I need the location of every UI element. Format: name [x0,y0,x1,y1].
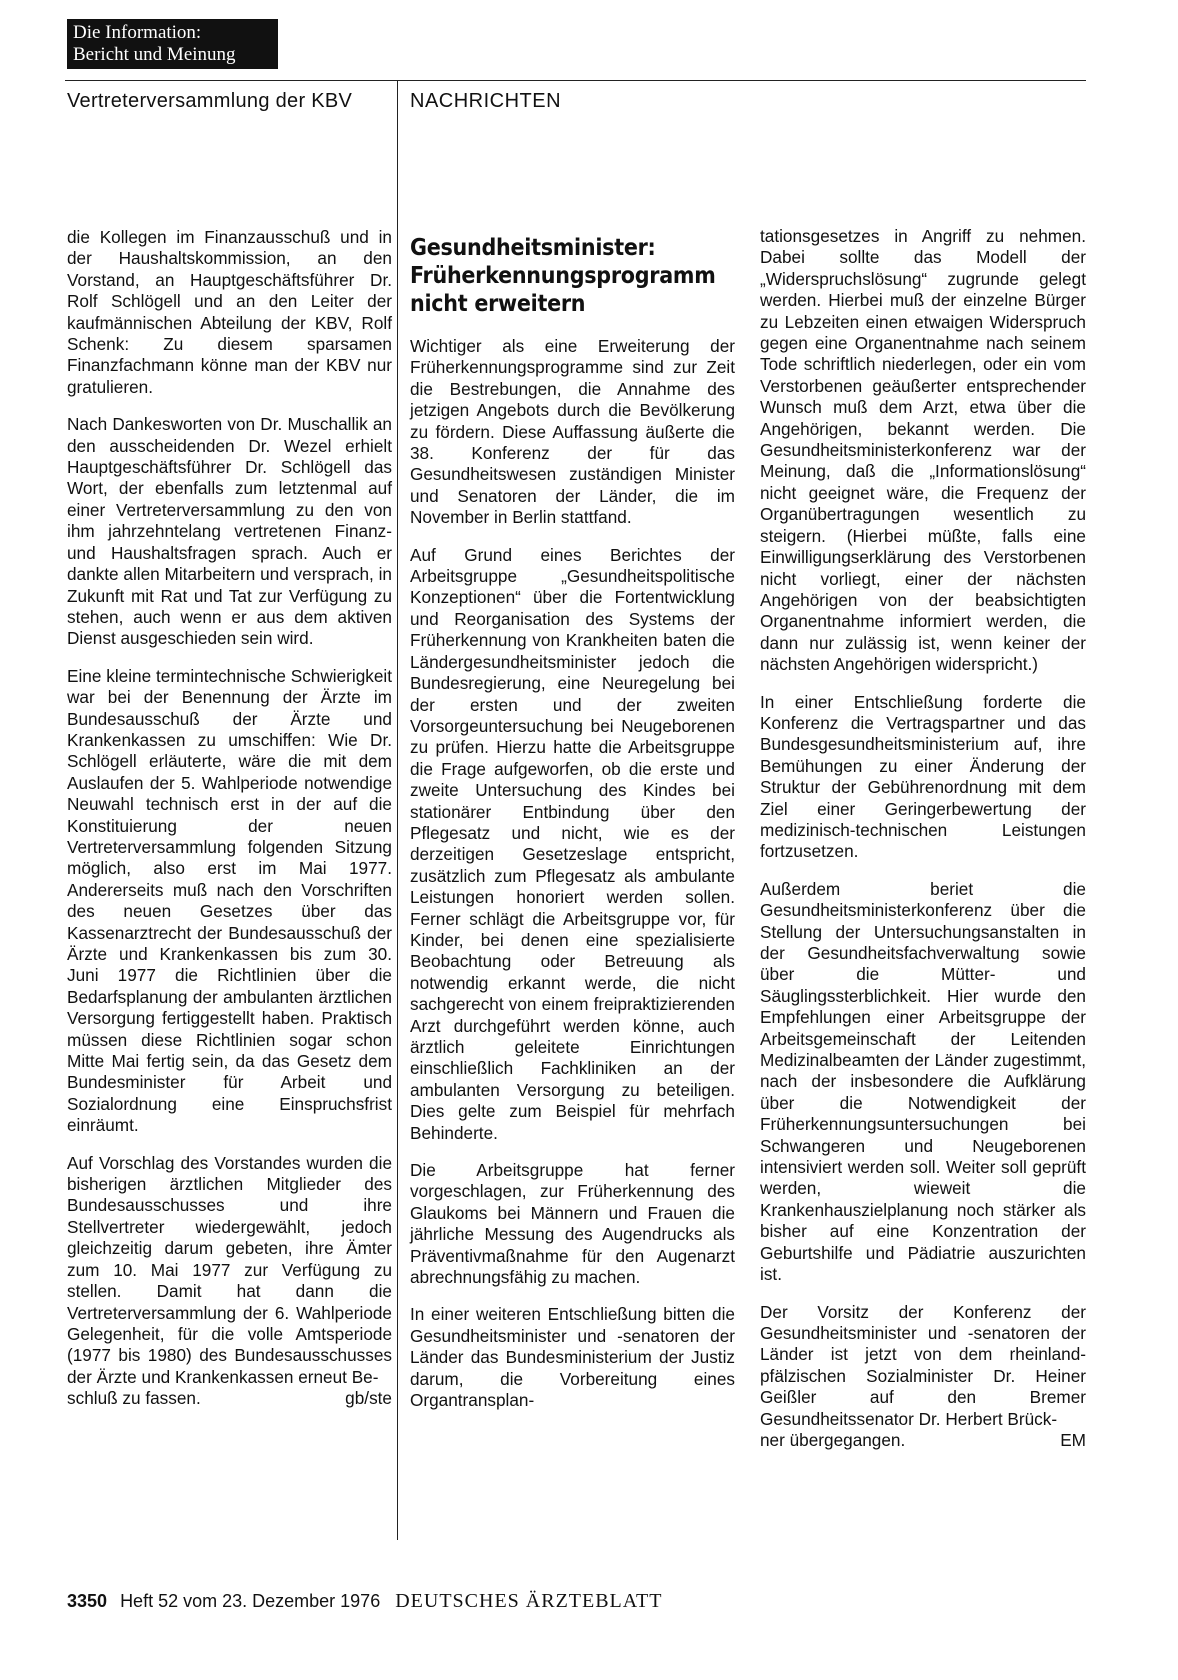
body-paragraph [67,1153,392,1388]
body-paragraph: Außerdem beriet die Gesundheitsministerkonferenz über die Stellung der Untersuchungsanstalten in der Gesundheitsfachverwaltung sowie über die Mütter- und Säuglingssterblichkeit. Hier wurde den Empfehlungen einer Arbeitsgruppe der Arbeitsgemeinschaft der Leitenden Medizinalbeamten der Länder zugestimmt, nach der insbesondere die Aufklärung über die Notwendigkeit der Früherkennungsuntersuchungen bei Schwangeren und Neugeborenen intensiviert werden soll. Weiter soll geprüft werden, wieweit die Krankenhauszielplanung noch stärker als bisher auf eine Konzentration der Geburtshilfe und Pädiatrie auszurichten ist. [760,878,1086,1285]
body-paragraph: Wichtiger als eine Erweiterung der Früherkennungsprogramme sind zur Zeit die Bestrebungen, die Annahme des jetzigen Angebots durch die Bevölkerung zu fördern. Diese Auffassung äußerte die 38. Konferenz der für das Gesundheitswesen zuständigen Minister und Senatoren der Länder, die im November in Berlin stattfand. [410,336,735,528]
body-paragraph: Nach Dankesworten von Dr. Muschallik an den ausscheidenden Dr. Wezel erhielt Hauptgeschäftsführer Dr. Schlögell das Wort, der ebenfalls zum letztenmal auf einer Vertreterversammlung zu den von ihm jahrzehntelang vertretenen Finanz- und Haushaltsfragen sprach. Auch er dankte allen Mitarbeitern und versprach, in Zukunft mit Rat und Tat zur Verfügung zu stehen, auch wenn er aus dem aktiven Dienst ausgeschieden sein wird. [67,414,392,649]
body-text: schluß zu fassen. [67,1388,201,1409]
paragraph-end-line [760,1430,1086,1451]
body-paragraph: In einer Entschließung forderte die Konferenz die Vertragspartner und das Bundesgesundheitsministerium auf, ihre Bemühungen zu einer Änderung der Struktur der Gebührenordnung mit dem Ziel einer Geringerbewertung der medizinisch-technischen Leistungen fortzusetzen. [760,691,1086,862]
body-paragraph: Auf Grund eines Berichtes der Arbeitsgruppe „Gesundheitspolitische Konzeptionen“ über die Fortentwicklung und Reorganisation des Systems der Früherkennung von Krankheiten baten die Ländergesundheitsminister jedoch die Bundesregierung, eine Neuregelung bei der ersten und der zweiten Vorsorgeuntersuchung bei Neugeborenen zu prüfen. Hierzu hatte die Arbeitsgruppe die Frage aufgeworfen, ob die erste und zweite Untersuchung des Kindes bei stationärer Entbindung über den Pflegesatz und nicht, wie es der derzeitigen Gesetzeslage entspricht, zusätzlich zum Pflegesatz als ambulante Leistungen honoriert werden sollen. Ferner schlägt die Arbeitsgruppe vor, für Kinder, bei denen eine spezialisierte Beobachtung oder Betreuung als notwendig erkannt werde, die nicht sachgerecht von einem freipraktizierenden Arzt durchgeführt werden könne, auch ärztlich geleitete Einrichtungen einschließlich Fachkliniken an der ambulanten Versorgung zu beteiligen. Dies gelte zum Beispiel für mehrfach Behinderte. [410,544,735,1143]
rubric-line-1: Die Information: [73,22,202,43]
body-paragraph: Eine kleine termintechnische Schwierigkeit war bei der Benennung der Ärzte im Bundesausschuß der Ärzte und Krankenkassen zu umschiffen: Wie Dr. Schlögell erläuterte, wäre die mit dem Auslaufen der 5. Wahlperiode notwendige Neuwahl technisch erst in der auf die Konstituierung der neuen Vertreterversammlung folgenden Sitzung möglich, also erst im Mai 1977. Andererseits muß nach den Vorschriften des neuen Gesetzes über das Kassenarztrecht der Bundesausschuß der Ärzte und Krankenkassen bis zum 30. Juni 1977 die Richtlinien über die Bedarfsplanung der ambulanten ärztlichen Versorgung fertiggestellt haben. Praktisch müssen diese Richtlinien sogar schon Mitte Mai fertig sein, da das Gesetz dem Bundesminister für Arbeit und Sozialordnung eine Einspruchsfrist einräumt. [67,665,392,1136]
article-title [410,234,734,318]
magazine-name: DEUTSCHES ÄRZTEBLATT [395,1590,663,1612]
page-footer [67,1590,662,1613]
running-head-left: Vertreterversammlung der KBV [67,90,353,112]
section-rubric [67,19,278,69]
article-title-line: Früherkennungsprogramm [410,263,716,289]
issue-info: Heft 52 vom 23. Dezember 1976 [120,1591,381,1611]
article-title-line: Gesundheitsminister: [410,235,656,261]
body-paragraph: In einer weiteren Entschließung bitten die Gesundheitsminister und -senatoren der Länder das Bundesministerium der Justiz darum, die Vorbereitung eines Organtransplan- [410,1304,735,1411]
body-text: Auf Vorschlag des Vorstandes wurden die bisherigen ärztlichen Mitglieder des Bundesausschusses und ihre Stellvertreter wiedergewählt, jedoch gleichzeitig darum gebeten, ihre Ämter zum 10. Mai 1977 zur Verfügung zu stellen. Damit hat dann die Vertreterversammlung der 6. Wahlperiode Gelegenheit, für die volle Amtsperiode (1977 bis 1980) des Bundesausschusses der Ärzte und Krankenkassen erneut Be- [67,1152,392,1387]
paragraph-end-line [67,1388,392,1409]
header-rule [65,80,1086,81]
body-paragraph: Die Arbeitsgruppe hat ferner vorgeschlagen, zur Früherkennung des Glaukoms bei Männern und Frauen die jährliche Messung des Augendrucks als Präventivmaßnahme für den Augenarzt abrechnungsfähig zu machen. [410,1160,735,1288]
body-text: Der Vorsitz der Konferenz der Gesundheitsminister und -senatoren der Länder ist jetzt von dem rheinland-pfälzischen Sozialminister Dr. Heiner Geißler auf den Bremer Gesundheitssenator Dr. Herbert Brück- [760,1301,1086,1429]
author-signature: EM [1060,1429,1086,1450]
rubric-line-2: Bericht und Meinung [73,44,236,65]
body-paragraph: die Kollegen im Finanzausschuß und in der Haushaltskommission, an den Vorstand, an Hauptgeschäftsführer Dr. Rolf Schlögell und an den Leiter der kaufmännischen Abteilung der KBV, Rolf Schenk: Zu diesem sparsamen Finanzfachmann könne man der KBV nur gratulieren. [67,227,392,397]
column-divider [397,80,398,1540]
running-head-right: NACHRICHTEN [410,90,562,112]
middle-column [410,226,735,1428]
article-title-line: nicht erweitern [410,291,586,317]
body-paragraph: tationsgesetzes in Angriff zu nehmen. Dabei sollte das Modell der „Widerspruchslösung“ zugrunde gelegt werden. Hierbei muß der einzelne Bürger zu Lebzeiten einen etwaigen Widerspruch gegen eine Organentnahme nach seinem Tode schriftlich niederlegen, oder ein vom Verstorbenen geäußerter entsprechender Wunsch muß dem Arzt, etwa über die Angehörigen, bekannt werden. Die Gesundheitsministerkonferenz war der Meinung, daß die „Informationslösung“ nicht geeignet wäre, die Frequenz der Organübertragungen wesentlich zu steigern. (Hierbei müßte, falls eine Einwilligungserklärung des Verstorbenen nicht vorliegt, einer der nächsten Angehörigen von der beabsichtigten Organentnahme informiert werden, die dann nur zulässig ist, wenn keiner der nächsten Angehörigen widerspricht.) [760,226,1086,675]
page-number: 3350 [67,1591,108,1611]
left-column [67,227,392,1410]
body-text: ner übergegangen. [760,1429,906,1450]
body-paragraph [760,1302,1086,1430]
author-signature: gb/ste [345,1388,392,1409]
right-column [760,226,1086,1451]
